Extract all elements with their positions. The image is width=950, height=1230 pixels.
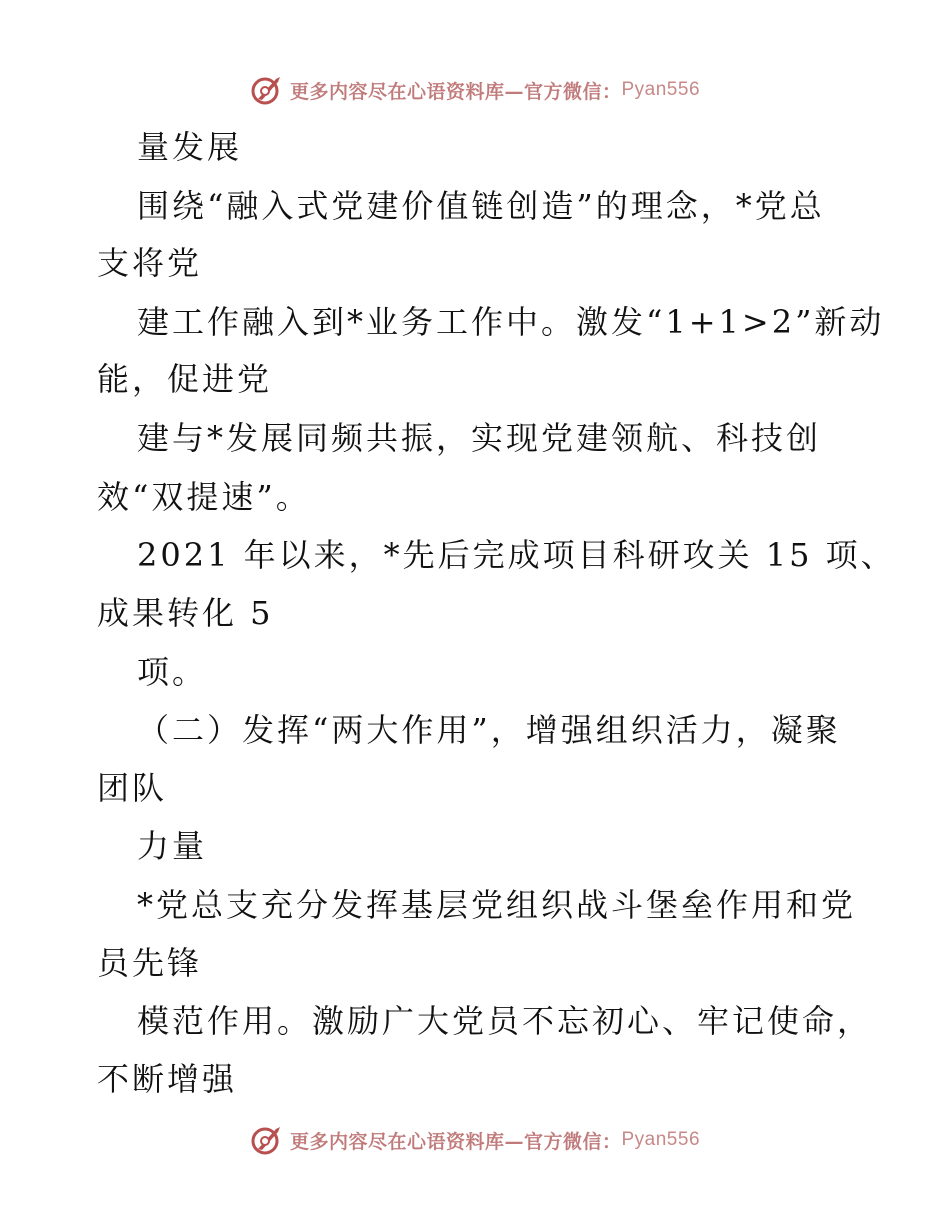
text-line: 2021 年以来，*先后完成项目科研攻关 15 项、 — [137, 536, 896, 574]
quill-logo-icon — [250, 73, 284, 107]
text-line: 效“双提速”。 — [97, 478, 311, 516]
text-line: 团队 — [97, 769, 168, 807]
watermark-id: Pyan556 — [621, 1129, 701, 1150]
text-line: 成果转化 5 — [97, 594, 274, 632]
text-line: 量发展 — [137, 128, 243, 166]
watermark-text: 更多内容尽在心语资料库—官方微信： — [289, 1130, 622, 1153]
text-line: 支将党 — [97, 244, 203, 282]
text-line: 模范作用。激励广大党员不忘初心、牢记使命， — [137, 1002, 873, 1040]
text-line: 建与*发展同频共振，实现党建领航、科技创 — [137, 419, 822, 457]
text-line: 不断增强 — [97, 1060, 238, 1098]
footer-watermark — [0, 1120, 950, 1160]
text-line: 建工作融入到*业务工作中。激发“1+1>2”新动 — [137, 303, 885, 341]
header-watermark — [0, 70, 950, 110]
text-line: *党总支充分发挥基层党组织战斗堡垒作用和党 — [137, 886, 857, 924]
text-line: 能，促进党 — [97, 360, 273, 398]
quill-logo-icon — [250, 1123, 284, 1157]
text-line: 力量 — [137, 827, 208, 865]
text-line: （二）发挥“两大作用”，增强组织活力，凝聚 — [137, 711, 841, 749]
text-line: 围绕“融入式党建价值链创造”的理念，*党总 — [137, 187, 825, 225]
watermark-id: Pyan556 — [621, 79, 701, 100]
watermark-text: 更多内容尽在心语资料库—官方微信： — [289, 80, 622, 103]
text-line: 项。 — [137, 653, 208, 691]
text-line: 员先锋 — [97, 944, 203, 982]
